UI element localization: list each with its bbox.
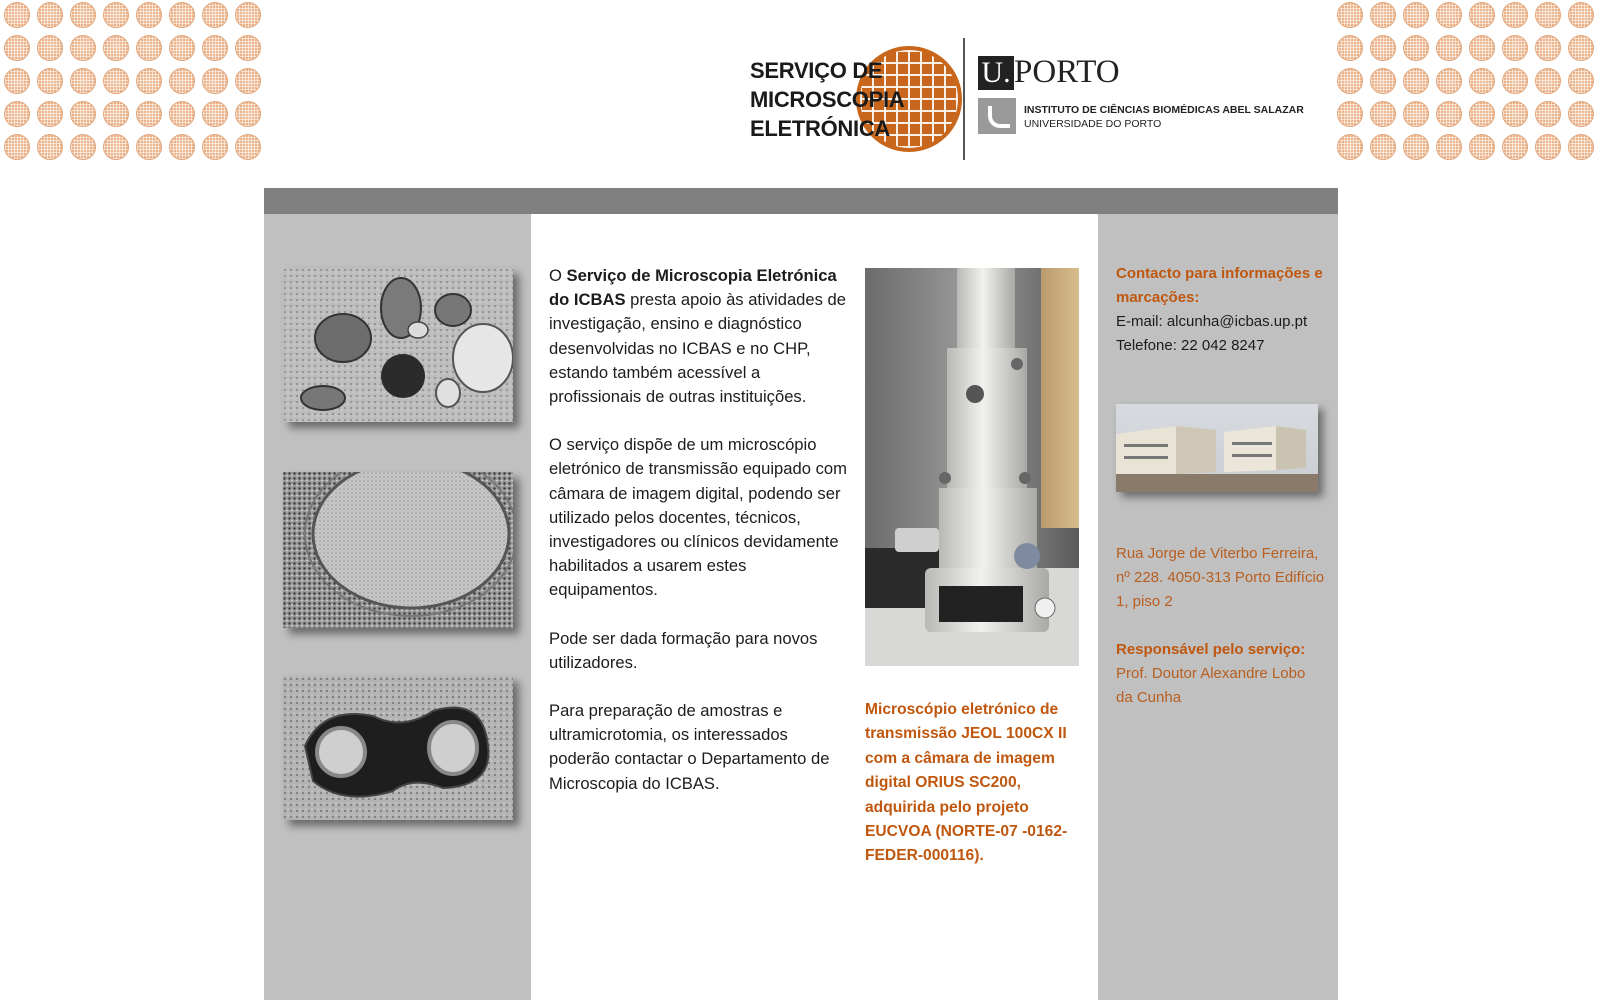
service-name: Serviço de Microscopia Eletrónica do ICBAS (549, 266, 837, 310)
decorative-dot (70, 68, 96, 94)
decorative-dot (37, 68, 63, 94)
decorative-dot (202, 134, 228, 160)
decorative-dot (1370, 101, 1396, 127)
decorative-dot (1502, 68, 1528, 94)
decorative-dot (1535, 35, 1561, 61)
decorative-dot (70, 2, 96, 28)
decorative-dot (1502, 101, 1528, 127)
decorative-dot (235, 68, 261, 94)
decorative-dot (1337, 134, 1363, 160)
top-band (264, 188, 1338, 214)
decorative-dot (136, 35, 162, 61)
decorative-dot (1469, 101, 1495, 127)
responsible-name: Prof. Doutor Alexandre Lobo da Cunha (1116, 665, 1306, 706)
contact-phone[interactable]: Telefone: 22 042 8247 (1116, 337, 1265, 354)
decorative-dot (1337, 2, 1363, 28)
decorative-dot (1403, 2, 1429, 28)
decorative-dot (169, 101, 195, 127)
intro-rest: presta apoio às atividades de investigação, ensino e diagnóstico desenvolvidas no ICBAS e no CHP, estando também acessível a profissionais de outras instituições. (549, 290, 846, 407)
decorative-dot (235, 2, 261, 28)
decorative-dot (202, 68, 228, 94)
training-paragraph: Pode ser dada formação para novos utilizadores. (549, 628, 818, 672)
decorative-dot (1436, 35, 1462, 61)
decorative-dot (1502, 2, 1528, 28)
decorative-dot (4, 35, 30, 61)
decorative-dot (1403, 101, 1429, 127)
contact-email[interactable]: E-mail: alcunha@icbas.up.pt (1116, 313, 1308, 330)
decorative-dot (169, 2, 195, 28)
equipment-paragraph: O serviço dispõe de um microscópio eletrónico de transmissão equipado com câmara de imagem digital, podendo ser utilizado pelos docentes, técnicos, investigadores ou clínicos devidamente habilitados a usarem estes equipamentos. (549, 435, 847, 600)
decorative-dot (1403, 35, 1429, 61)
decorative-dot (1469, 35, 1495, 61)
decorative-dot (37, 35, 63, 61)
decorative-dot (235, 101, 261, 127)
decorative-dot (103, 35, 129, 61)
decorative-dot-pattern-right (1337, 2, 1594, 160)
sample-prep-paragraph: Para preparação de amostras e ultramicrotomia, os interessados poderão contactar o Departamento de Microscopia do ICBAS. (549, 701, 830, 793)
decorative-dot (1337, 101, 1363, 127)
left-column (264, 214, 531, 1000)
microscope-photo (865, 268, 1079, 666)
header-logos (748, 38, 1304, 162)
decorative-dot (1535, 68, 1561, 94)
decorative-dot (1403, 68, 1429, 94)
decorative-dot-pattern-left (4, 2, 261, 160)
decorative-dot (103, 68, 129, 94)
decorative-dot (1436, 68, 1462, 94)
decorative-dot (136, 134, 162, 160)
decorative-dot (1403, 134, 1429, 160)
decorative-dot (70, 35, 96, 61)
decorative-dot (136, 68, 162, 94)
decorative-dot (1337, 68, 1363, 94)
uporto-u-mark: U. (978, 56, 1014, 90)
service-logo-text: SERVIÇO DE MICROSCOPIA ELETRÓNICA (750, 58, 905, 141)
decorative-dot (1535, 2, 1561, 28)
decorative-dot (70, 134, 96, 160)
decorative-dot (1469, 2, 1495, 28)
right-column (1098, 214, 1338, 1000)
decorative-dot (202, 101, 228, 127)
logo-divider (963, 38, 965, 160)
decorative-dot (4, 101, 30, 127)
decorative-dot (70, 101, 96, 127)
decorative-dot (1436, 134, 1462, 160)
decorative-dot (169, 134, 195, 160)
decorative-dot (1535, 101, 1561, 127)
decorative-dot (1436, 101, 1462, 127)
decorative-dot (1337, 35, 1363, 61)
decorative-dot (103, 101, 129, 127)
building-photo (1116, 404, 1318, 492)
decorative-dot (202, 35, 228, 61)
intro-paragraph (549, 264, 849, 409)
decorative-dot (1370, 134, 1396, 160)
decorative-dot (1502, 35, 1528, 61)
decorative-dot (4, 134, 30, 160)
main-content (531, 214, 1098, 1000)
decorative-dot (1370, 68, 1396, 94)
micrograph-cell (283, 676, 513, 820)
intro-prefix: O (549, 266, 567, 285)
university-name: UNIVERSIDADE DO PORTO (1024, 118, 1162, 130)
decorative-dot (1568, 134, 1594, 160)
decorative-dot (1469, 68, 1495, 94)
uporto-logo[interactable] (978, 56, 1308, 142)
decorative-dot (4, 2, 30, 28)
microscope-caption: Microscópio eletrónico de transmissão JEOL 100CX II com a câmara de imagem digital ORIUS SC200, adquirida pelo projeto EUCVOA (NORTE-07 -0162-FEDER-000116). (865, 701, 1068, 865)
icbas-icon (978, 98, 1016, 134)
decorative-dot (136, 2, 162, 28)
uporto-word: PORTO (1014, 54, 1120, 90)
decorative-dot (235, 134, 261, 160)
decorative-dot (1436, 2, 1462, 28)
decorative-dot (103, 134, 129, 160)
decorative-dot (169, 35, 195, 61)
service-logo[interactable] (748, 46, 958, 156)
decorative-dot (1535, 134, 1561, 160)
decorative-dot (1502, 134, 1528, 160)
micrograph-mitochondria (283, 268, 513, 422)
service-description (549, 264, 849, 820)
decorative-dot (235, 35, 261, 61)
decorative-dot (1370, 2, 1396, 28)
decorative-dot (4, 68, 30, 94)
institute-name: INSTITUTO DE CIÊNCIAS BIOMÉDICAS ABEL SALAZAR (1024, 104, 1304, 116)
decorative-dot (1568, 35, 1594, 61)
decorative-dot (1469, 134, 1495, 160)
decorative-dot (37, 101, 63, 127)
decorative-dot (1568, 2, 1594, 28)
decorative-dot (37, 134, 63, 160)
address: Rua Jorge de Viterbo Ferreira, nº 228. 4050-313 Porto Edifício 1, piso 2 (1116, 545, 1325, 610)
decorative-dot (1370, 35, 1396, 61)
decorative-dot (1568, 101, 1594, 127)
decorative-dot (103, 2, 129, 28)
decorative-dot (1568, 68, 1594, 94)
responsible-title: Responsável pelo serviço: (1116, 641, 1306, 658)
contact-title: Contacto para informações e marcações: (1116, 265, 1323, 306)
micrograph-nucleus (283, 472, 513, 628)
decorative-dot (202, 2, 228, 28)
decorative-dot (169, 68, 195, 94)
decorative-dot (136, 101, 162, 127)
decorative-dot (37, 2, 63, 28)
